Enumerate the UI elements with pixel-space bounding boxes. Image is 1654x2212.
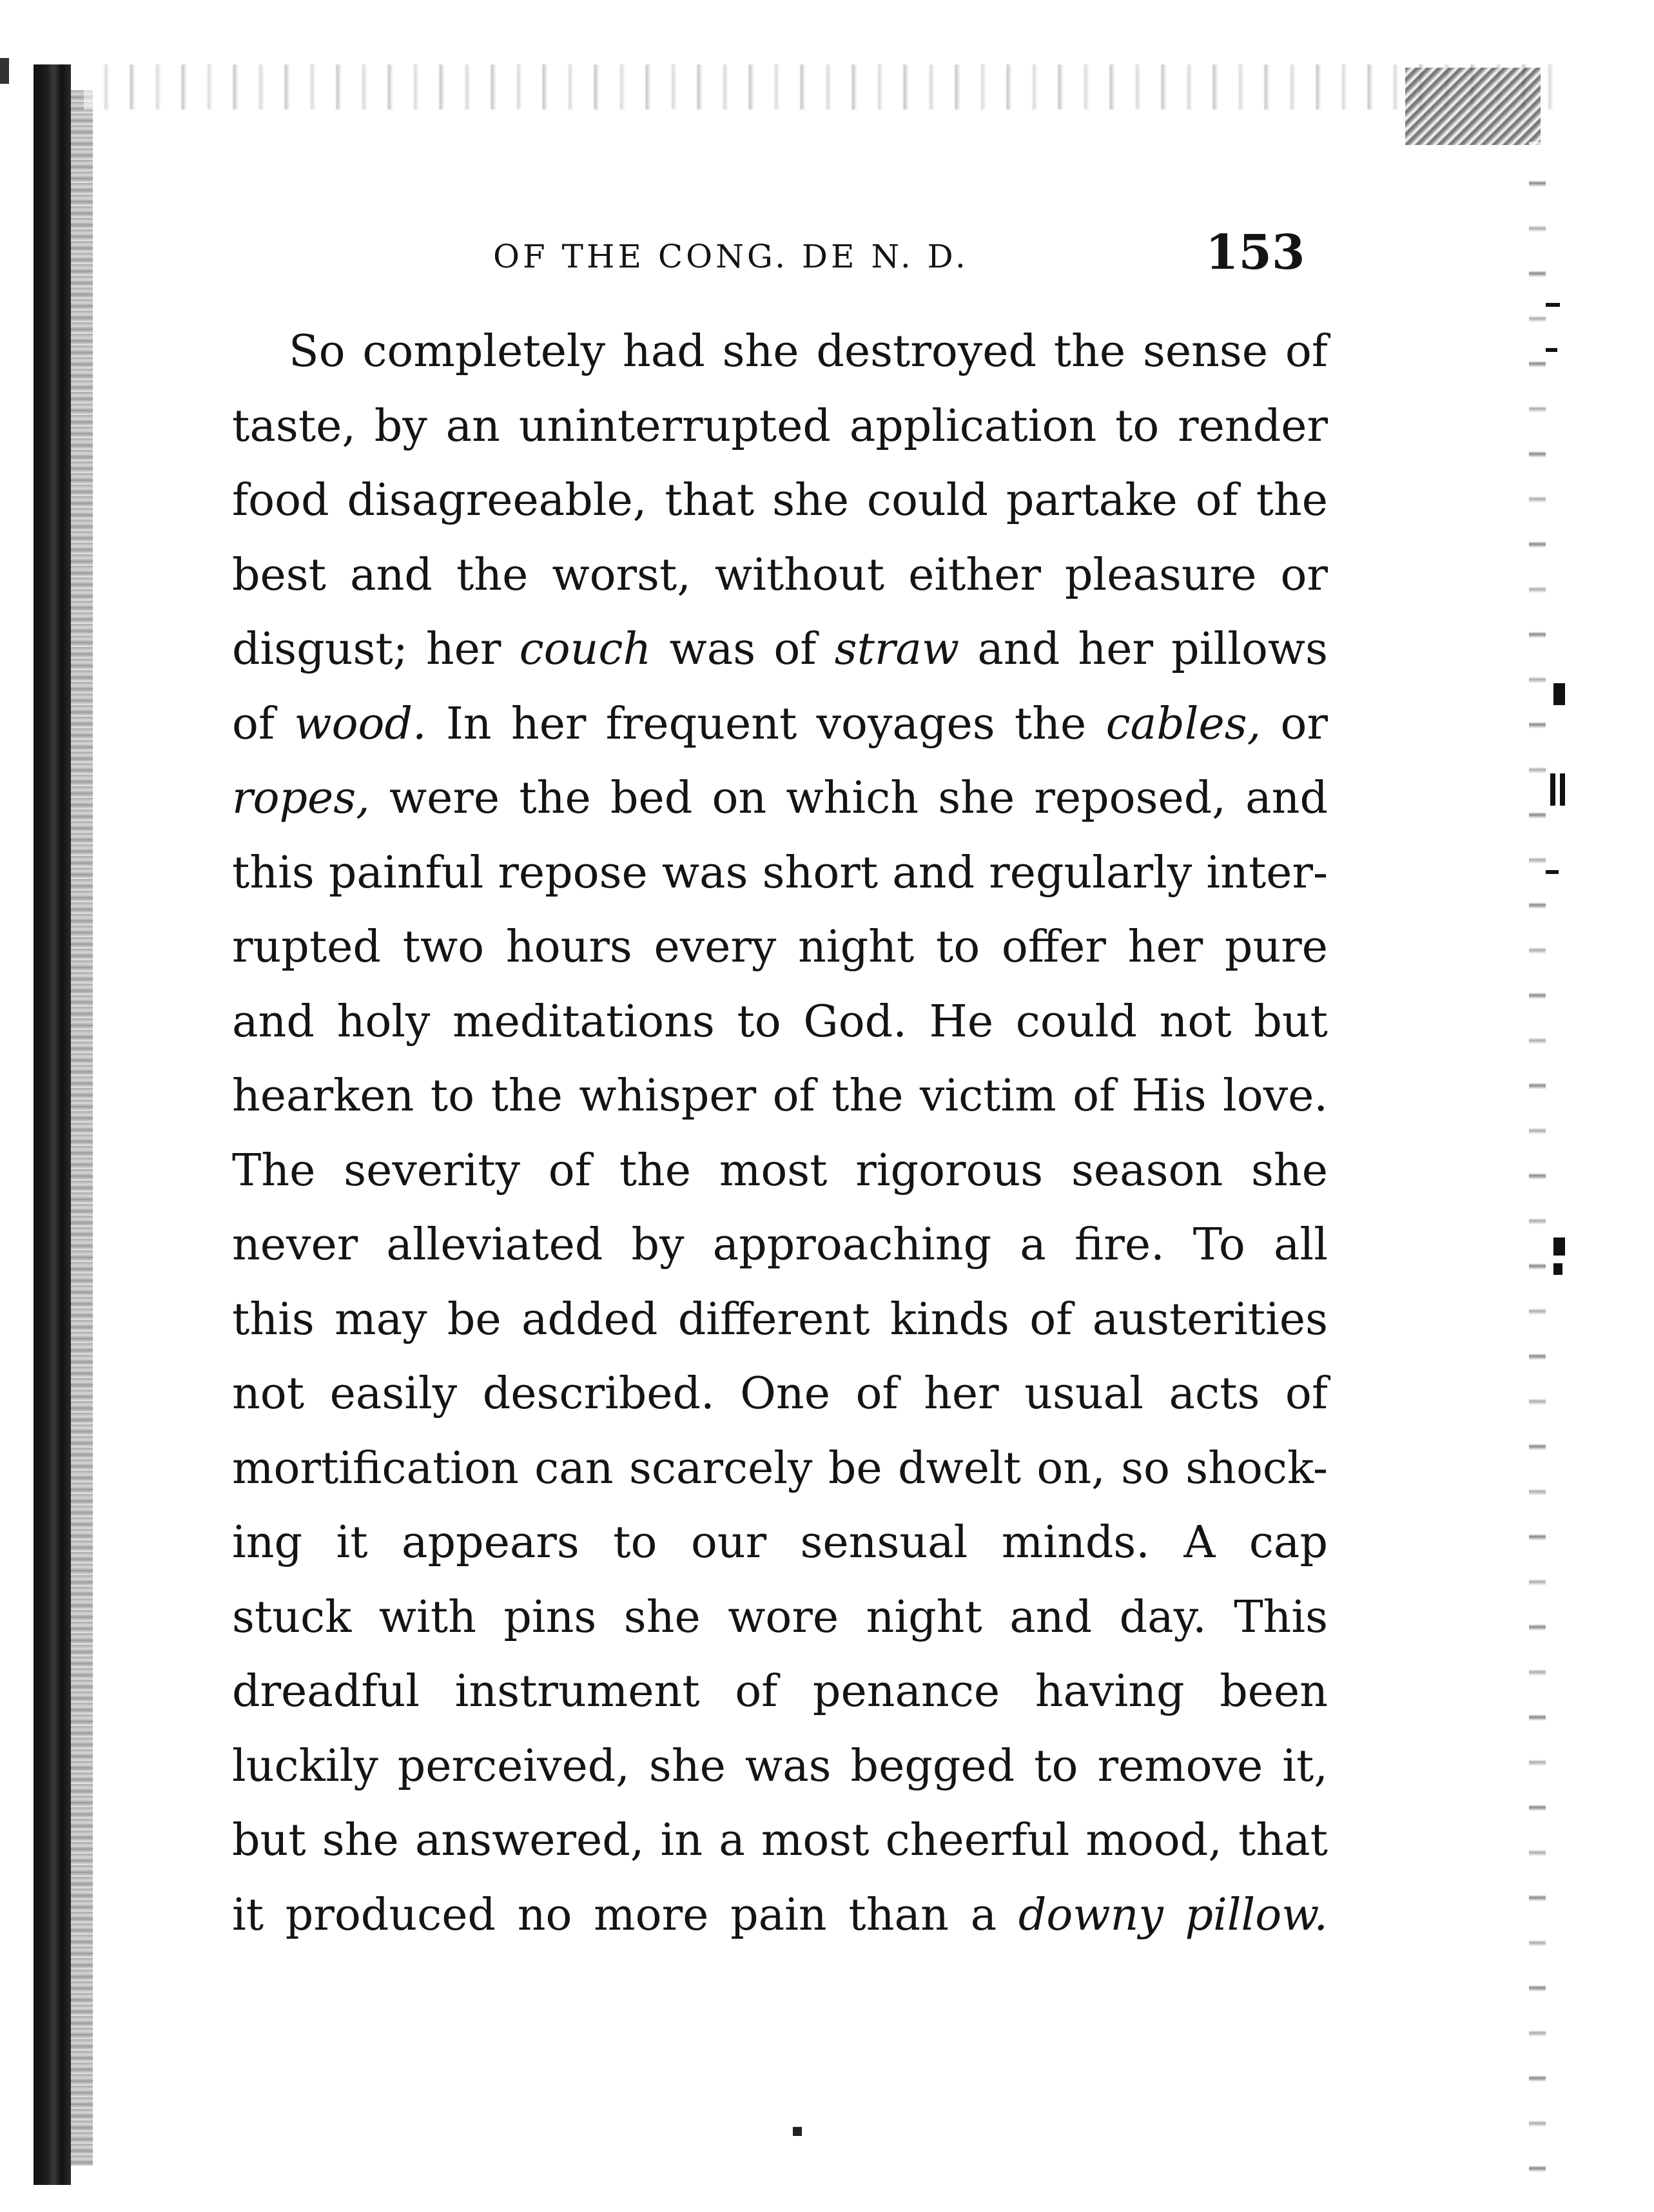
scan-edge-mark: [0, 58, 9, 84]
page-number: 153: [1205, 225, 1305, 280]
text-run: and her pillows: [959, 624, 1328, 675]
scan-speck: [1553, 683, 1565, 705]
text-line: [232, 463, 1328, 538]
scan-speck: [1560, 773, 1565, 806]
running-head-title: OF THE CONG. DE N. D.: [493, 238, 969, 275]
text-run: were the bed on which she reposed, and: [369, 773, 1328, 824]
text-run: of: [232, 698, 295, 750]
scan-speck: [1546, 870, 1559, 874]
italic-text-run: couch: [519, 624, 652, 675]
scan-right-edge: [1529, 142, 1546, 2172]
text-line: [232, 1208, 1328, 1283]
text-line: [232, 389, 1328, 464]
scan-speck: [1553, 1263, 1562, 1275]
italic-text-run: straw: [834, 624, 960, 675]
text-line: [232, 1059, 1328, 1134]
italic-text-run: downy pillow.: [1018, 1889, 1328, 1941]
text-run: this painful repose was short and regularly inter-: [232, 847, 1328, 898]
text-run: was of: [651, 624, 835, 675]
text-run: not easily described. One of her usual acts of: [232, 1368, 1328, 1419]
text-run: this may be added different kinds of austerities: [232, 1294, 1328, 1345]
text-run: dreadful instrument of penance having been: [232, 1666, 1328, 1717]
scan-speck: [1546, 348, 1557, 352]
text-run: hearken to the whisper of the victim of His love.: [232, 1071, 1328, 1121]
text-run: stuck with pins she wore night and day. This: [232, 1591, 1328, 1643]
scan-speck: [793, 2127, 802, 2136]
text-run: luckily perceived, she was begged to remove it,: [232, 1740, 1328, 1792]
text-run: The severity of the most rigorous season she: [232, 1145, 1328, 1196]
italic-text-run: cables,: [1105, 698, 1261, 750]
text-run: In her frequent voyages the: [426, 698, 1106, 750]
scan-top-edge: [84, 64, 1553, 110]
text-line: [232, 1431, 1328, 1506]
text-line: [232, 687, 1328, 762]
gutter-shadow: [71, 90, 93, 2166]
text-run: disgust; her: [232, 624, 520, 675]
text-line: [232, 761, 1328, 836]
text-run: taste, by an uninterrupted application to render: [232, 400, 1328, 452]
book-binding-gutter: [34, 64, 71, 2185]
italic-text-run: ropes,: [232, 773, 370, 824]
text-line: [232, 1803, 1328, 1878]
text-run: and holy meditations to God. He could not but: [232, 996, 1328, 1047]
scan-speck: [1550, 773, 1555, 806]
text-line: [232, 1654, 1328, 1729]
text-line: [232, 1283, 1328, 1357]
scan-speck: [1553, 1237, 1565, 1256]
text-line: [232, 910, 1328, 985]
text-run: it produced no more pain than a: [232, 1889, 1018, 1941]
text-run: or: [1261, 698, 1328, 750]
text-run: best and the worst, without either pleasure or: [232, 549, 1328, 601]
text-line: [232, 1506, 1328, 1580]
text-line: [232, 1580, 1328, 1655]
text-line: [232, 315, 1328, 389]
running-head: [232, 222, 1328, 293]
body-paragraph: [232, 315, 1328, 1952]
text-line: [232, 1729, 1328, 1804]
scan-speck: [1546, 303, 1560, 307]
scan-top-corner: [1405, 68, 1541, 145]
text-run: but she answered, in a most cheerful mood, that: [232, 1815, 1328, 1866]
text-line: [232, 538, 1328, 613]
text-run: food disagreeable, that she could partake of the: [232, 475, 1328, 526]
text-line: [232, 1357, 1328, 1431]
text-run: never alleviated by approaching a fire. To all: [232, 1219, 1328, 1270]
text-run: ing it appears to our sensual minds. A cap: [232, 1517, 1328, 1568]
text-run: So completely had she destroyed the sense of: [289, 326, 1328, 377]
text-line: [232, 985, 1328, 1060]
text-line: [232, 612, 1328, 687]
text-line: [232, 836, 1328, 911]
text-run: rupted two hours every night to offer her pure: [232, 922, 1328, 973]
text-line: [232, 1878, 1328, 1953]
italic-text-run: wood.: [294, 698, 427, 750]
text-line: [232, 1134, 1328, 1208]
text-run: mortification can scarcely be dwelt on, so shock-: [232, 1442, 1328, 1494]
